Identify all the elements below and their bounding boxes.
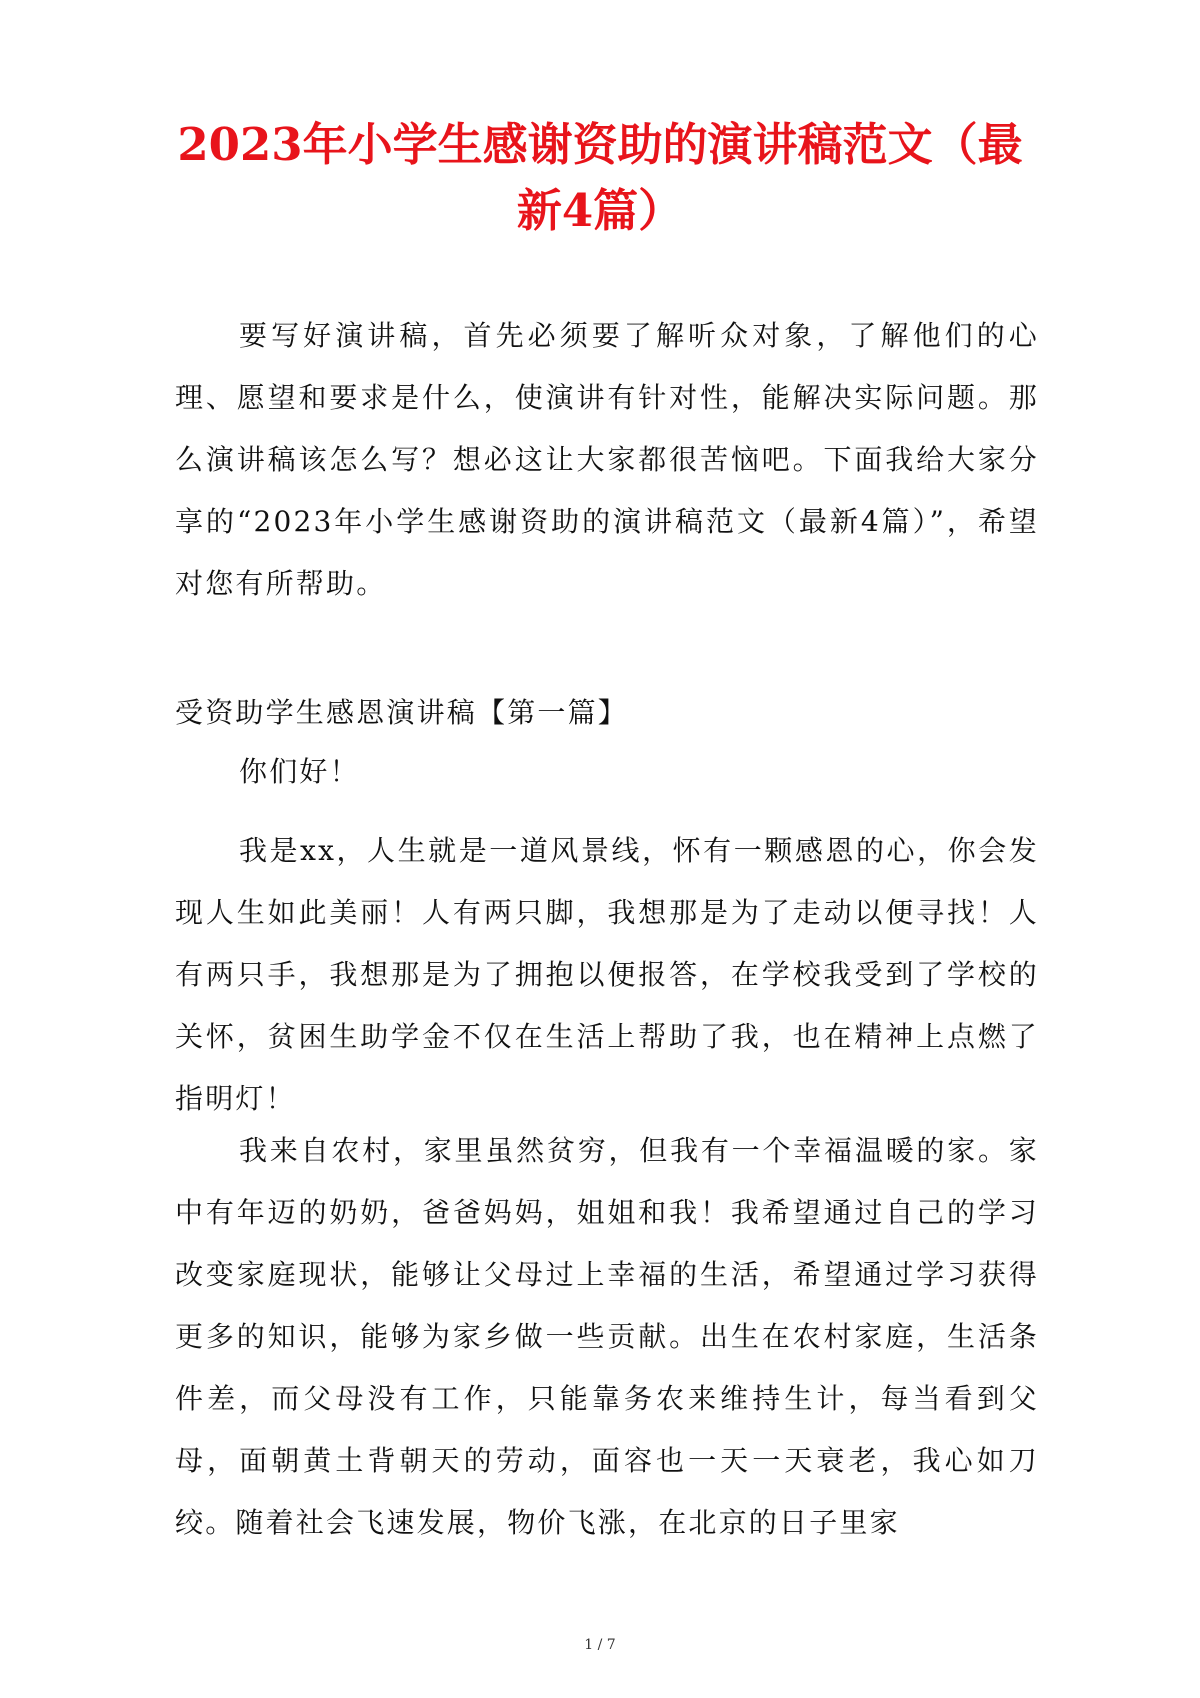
body-paragraph: 我来自农村，家里虽然贫穷，但我有一个幸福温暖的家。家中有年迈的奶奶，爸爸妈妈，姐姐和我！我希望通过自己的学习改变家庭现状，能够让父母过上幸福的生活，希望通过学习获得更多的知识，能够为家乡做一些贡献。出生在农村家庭，生活条件差，而父母没有工作，只能靠务农来维持生计，每当看到父母，面朝黄土背朝天的劳动，面容也一天一天衰老，我心如刀绞。随着社会飞速发展，物价飞涨，在北京的日子里家 [175,1134,1039,1539]
body-paragraph: 我是xx，人生就是一道风景线，怀有一颗感恩的心，你会发现人生如此美丽！人有两只脚，我想那是为了走动以便寻找！人有两只手，我想那是为了拥抱以便报答，在学校我受到了学校的关怀，贫困生助学金不仅在生活上帮助了我，也在精神上点燃了指明灯！ [175,834,1039,1115]
greeting-line: 你们好！ [239,755,360,788]
document-title: 2023年小学生感谢资助的演讲稿范文（最新4篇） [177,118,1023,237]
page-number: 1 / 7 [584,1637,616,1653]
section-heading: 受资助学生感恩演讲稿【第一篇】 [175,696,629,729]
intro-paragraph: 要写好演讲稿，首先必须要了解听众对象，了解他们的心理、愿望和要求是什么，使演讲有针对性，能解决实际问题。那么演讲稿该怎么写？想必这让大家都很苦恼吧。下面我给大家分享的“2023年小学生感谢资助的演讲稿范文（最新4篇）”，希望对您有所帮助。 [175,319,1039,600]
